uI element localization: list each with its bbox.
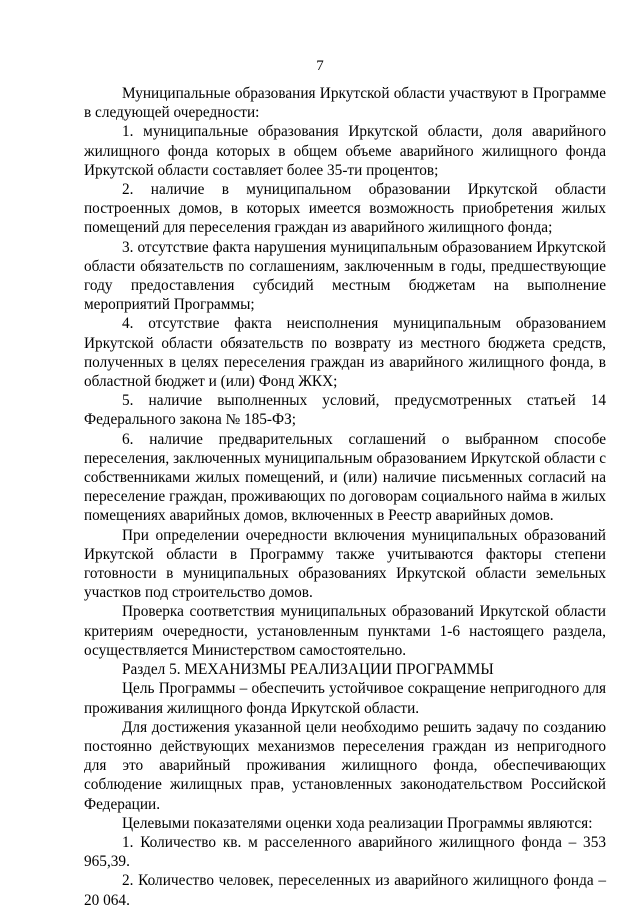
paragraph: При определении очередности включения муниципальных образований Иркутской области в Программу также учитываются факторы степени готовности в муниципальных образованиях Иркутской области земельных участков под строительство домов. (84, 526, 606, 602)
paragraph: Для достижения указанной цели необходимо решить задачу по созданию постоянно действующих механизмов переселения граждан из непригодного для это аварийный проживания жилищного фонда, обеспечивающих соблюдение жилищных прав, установленных законодательством Российской Федерации. (84, 718, 606, 813)
list-item: 2. наличие в муниципальном образовании Иркутской области построенных домов, в которых имеется возможность приобретения жилых помещений для переселения граждан из аварийного жилищного фонда; (84, 181, 606, 237)
list-item: 1. муниципальные образования Иркутской области, доля аварийного жилищного фонда которых в общем объеме аварийного жилищного фонда Иркутской области составляет более 35-ти процентов; (84, 123, 606, 179)
paragraph: Проверка соответствия муниципальных образований Иркутской области критериям очередности, установленным пунктами 1-6 настоящего раздела, осуществляется Министерством самостоятельно. (84, 603, 606, 659)
paragraph: Целевыми показателями оценки хода реализации Программы являются: (122, 814, 593, 832)
paragraph: Муниципальные образования Иркутской области участвуют в Программе в следующей очередности: (84, 85, 606, 122)
list-item: 3. отсутствие факта нарушения муниципальным образованием Иркутской области обязательств по соглашениям, заключенным в годы, предшествующие году предоставления субсидий местным бюджетам на выполнение мероприятий Программы; (84, 238, 606, 314)
list-item: 6. наличие предварительных соглашений о выбранном способе переселения, заключенных муниципальным образованием Иркутской области с собственниками жилых помещений, и (или) наличие письменных согласий на переселение граждан, проживающих по договорам социального найма в жилых помещениях аварийных домов, включенных в Реестр аварийных домов. (84, 430, 606, 525)
section-heading: Раздел 5. МЕХАНИЗМЫ РЕАЛИЗАЦИИ ПРОГРАММЫ (122, 661, 494, 679)
list-item: 5. наличие выполненных условий, предусмотренных статьей 14 Федерального закона № 185-ФЗ; (84, 392, 606, 429)
list-item: 4. отсутствие факта неисполнения муниципальным образованием Иркутской области обязательств по возврату из местного бюджета средств, полученных в целях переселения граждан из аварийного жилищного фонда, в областной бюджет и (или) Фонд ЖКХ; (84, 315, 606, 391)
indicator-item: 2. Количество человек, переселенных из аварийного жилищного фонда – 20 064. (84, 872, 606, 909)
document-body (84, 84, 606, 910)
paragraph: Цель Программы – обеспечить устойчивое сокращение непригодного для проживания жилищного фонда Иркутской области. (84, 680, 606, 717)
page-number: 7 (316, 58, 324, 74)
indicator-item: 1. Количество кв. м расселенного аварийного жилищного фонда – 353 965,39. (84, 833, 606, 871)
